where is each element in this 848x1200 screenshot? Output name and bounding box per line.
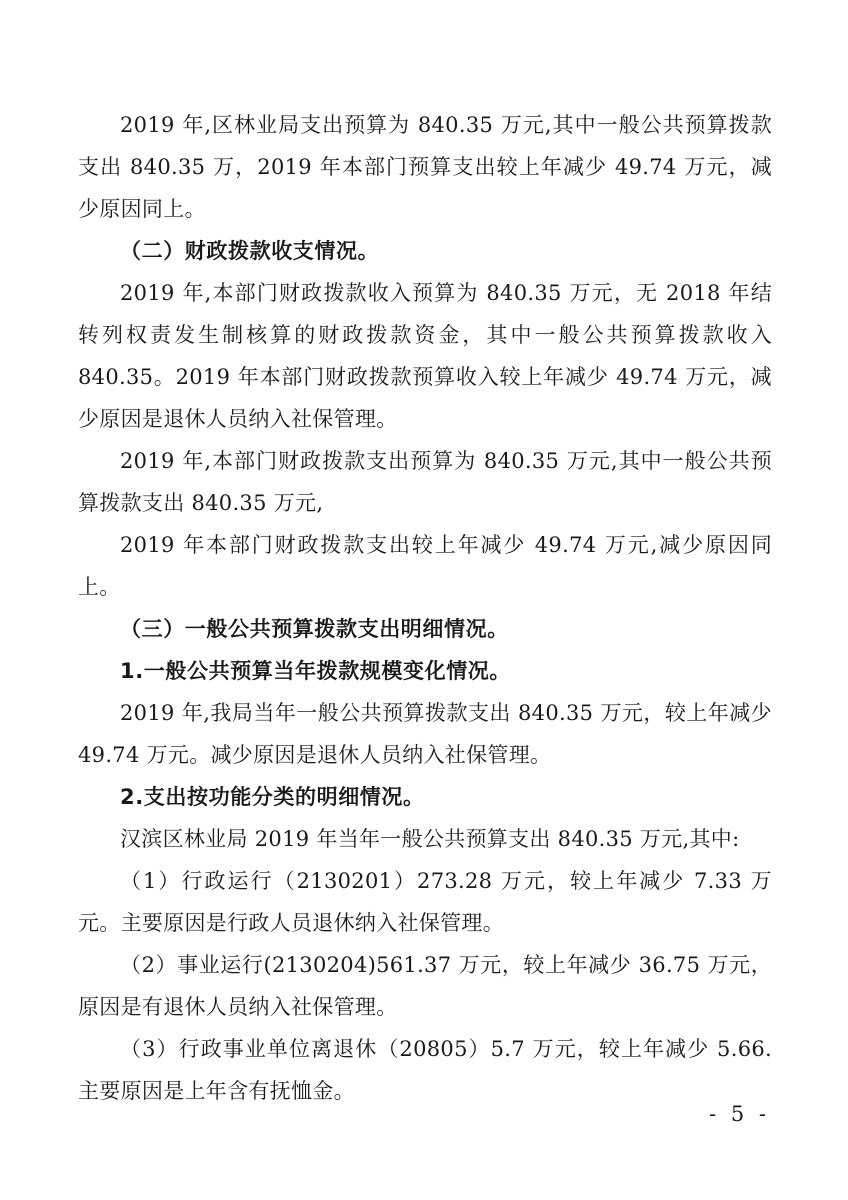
section-heading-general-budget-detail: （三）一般公共预算拨款支出明细情况。 xyxy=(120,617,509,641)
paragraph-allocation-expenditure: 2019 年,本部门财政拨款支出预算为 840.35 万元,其中一般公共预算拨款支出 840.35 万元, xyxy=(78,449,772,515)
paragraph-allocation-income: 2019 年,本部门财政拨款收入预算为 840.35 万元，无 2018 年结转列权责发生制核算的财政拨款资金，其中一般公共预算拨款收入 840.35。2019 年本部门财政拨款预算收入较上年减少 49.74 万元，减少原因是退休人员纳入社保管理。 xyxy=(78,281,772,431)
paragraph-expenditure-budget: 2019 年,区林业局支出预算为 840.35 万元,其中一般公共预算拨款支出 840.35 万，2019 年本部门预算支出较上年减少 49.74 万元，减少原因同上。 xyxy=(78,113,772,221)
subheading-allocation-scale: 1.一般公共预算当年拨款规模变化情况。 xyxy=(120,659,511,683)
subheading-functional-classification: 2.支出按功能分类的明细情况。 xyxy=(120,785,425,809)
list-item-institution-operation: （2）事业运行(2130204)561.37 万元，较上年减少 36.75 万元，原因是有退休人员纳入社保管理。 xyxy=(78,953,772,1019)
page-number: - 5 - xyxy=(709,1102,770,1126)
list-item-retirement: （3）行政事业单位离退休（20805）5.7 万元，较上年减少 5.66.主要原因是上年含有抚恤金。 xyxy=(78,1037,772,1103)
section-heading-fiscal-allocation: （二）财政拨款收支情况。 xyxy=(120,239,380,263)
list-item-administrative-operation: （1）行政运行（2130201）273.28 万元，较上年减少 7.33 万元。主要原因是行政人员退休纳入社保管理。 xyxy=(78,869,772,935)
paragraph-functional-summary: 汉滨区林业局 2019 年当年一般公共预算支出 840.35 万元,其中: xyxy=(120,827,740,851)
document-body xyxy=(78,104,772,1112)
paragraph-allocation-decrease: 2019 年本部门财政拨款支出较上年减少 49.74 万元,减少原因同上。 xyxy=(78,533,772,599)
paragraph-allocation-scale: 2019 年,我局当年一般公共预算拨款支出 840.35 万元，较上年减少 49.74 万元。减少原因是退休人员纳入社保管理。 xyxy=(78,701,772,767)
